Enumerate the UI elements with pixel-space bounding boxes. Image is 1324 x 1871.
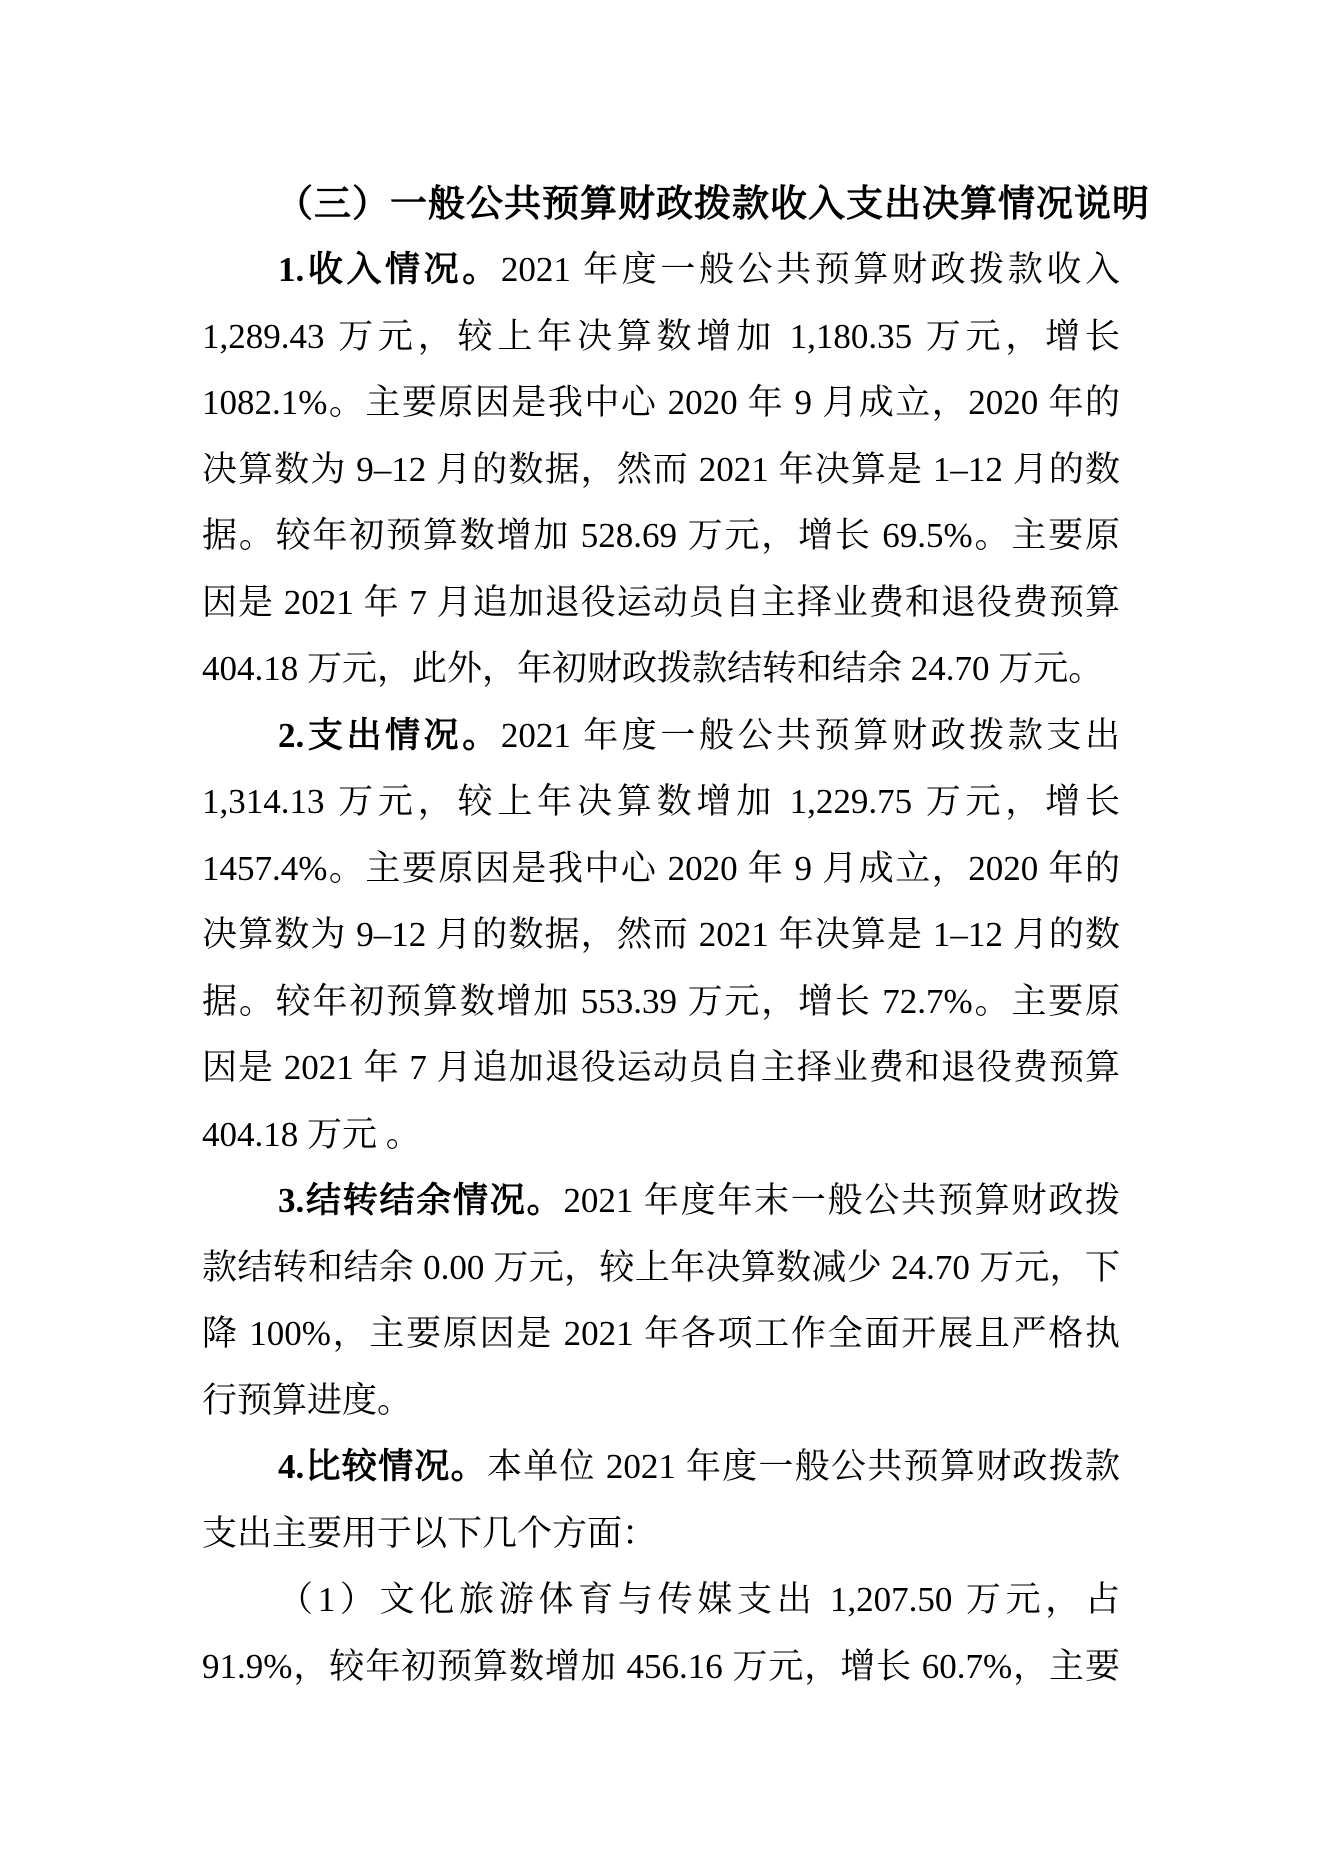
body-text-segment: 2021 年度年末一般公共预算财政拨 bbox=[563, 1181, 1120, 1220]
section-heading-segment: 4.比较情况。 bbox=[278, 1447, 487, 1486]
text-line bbox=[202, 1235, 1120, 1302]
text-line bbox=[202, 1102, 1120, 1169]
text-line bbox=[202, 503, 1120, 570]
text-line bbox=[202, 836, 1120, 903]
body-text-segment: 决算数为 9–12 月的数据，然而 2021 年决算是 1–12 月的数 bbox=[202, 449, 1120, 489]
text-line bbox=[202, 769, 1120, 836]
paragraph-comparison-situation bbox=[202, 1434, 1120, 1567]
body-text-segment: 1,314.13 万元，较上年决算数增加 1,229.75 万元，增长 bbox=[202, 782, 1120, 821]
body-text-segment: 2021 年度一般公共预算财政拨款支出 bbox=[500, 715, 1120, 755]
body-text-segment: 行预算进度。 bbox=[202, 1380, 413, 1420]
body-text-segment: 因是 2021 年 7 月追加退役运动员自主择业费和退役费预算 bbox=[202, 582, 1120, 622]
body-text-segment: 2021 年度一般公共预算财政拨款收入 bbox=[500, 250, 1120, 289]
body-text-segment: 款结转和结余 0.00 万元，较上年决算数减少 24.70 万元，下 bbox=[202, 1247, 1120, 1287]
paragraph-expenditure-situation bbox=[202, 703, 1120, 1169]
body-text-segment: 91.9%，较年初预算数增加 456.16 万元，增长 60.7%，主要 bbox=[202, 1646, 1120, 1686]
text-line bbox=[202, 703, 1120, 770]
body-text-segment: 据。较年初预算数增加 528.69 万元，增长 69.5%。主要原 bbox=[202, 516, 1120, 555]
body-text-segment: 据。较年初预算数增加 553.39 万元，增长 72.7%。主要原 bbox=[202, 981, 1120, 1021]
text-line bbox=[202, 570, 1120, 637]
text-line bbox=[202, 1567, 1120, 1634]
text-line bbox=[202, 1434, 1120, 1501]
body-text-segment: 1,289.43 万元，较上年决算数增加 1,180.35 万元，增长 bbox=[202, 316, 1120, 356]
paragraphs-container bbox=[202, 237, 1120, 1700]
text-line bbox=[202, 304, 1120, 371]
document-title: （三）一般公共预算财政拨款收入支出决算情况说明 bbox=[276, 183, 1150, 224]
body-text-segment: 1457.4%。主要原因是我中心 2020 年 9 月成立，2020 年的 bbox=[202, 848, 1120, 888]
text-line bbox=[202, 1035, 1120, 1102]
body-text-segment: 因是 2021 年 7 月追加退役运动员自主择业费和退役费预算 bbox=[202, 1048, 1120, 1087]
text-line bbox=[202, 1368, 1120, 1435]
text-line bbox=[202, 1168, 1120, 1235]
text-line bbox=[202, 237, 1120, 304]
body-text-segment: 本单位 2021 年度一般公共预算财政拨款 bbox=[486, 1447, 1120, 1486]
section-heading-segment: 1.收入情况。 bbox=[278, 250, 501, 289]
body-text-segment: 1082.1%。主要原因是我中心 2020 年 9 月成立，2020 年的 bbox=[202, 383, 1120, 422]
text-line bbox=[202, 969, 1120, 1036]
body-text-segment: （1）文化旅游体育与传媒支出 1,207.50 万元，占 bbox=[278, 1580, 1120, 1619]
text-line bbox=[202, 902, 1120, 969]
section-heading-segment: 3.结转结余情况。 bbox=[278, 1181, 564, 1220]
body-text-segment: 决算数为 9–12 月的数据，然而 2021 年决算是 1–12 月的数 bbox=[202, 915, 1120, 954]
paragraph-income-situation bbox=[202, 237, 1120, 703]
paragraph-item-1-culture-tourism-sports-media bbox=[202, 1567, 1120, 1700]
text-line bbox=[202, 1634, 1120, 1701]
paragraph-carryover-balance-situation bbox=[202, 1168, 1120, 1434]
body-text-segment: 404.18 万元，此外，年初财政拨款结转和结余 24.70 万元。 bbox=[202, 649, 1104, 688]
body-text-segment: 支出主要用于以下几个方面： bbox=[202, 1513, 658, 1553]
text-line bbox=[202, 437, 1120, 504]
text-line bbox=[202, 370, 1120, 437]
section-heading-segment: 2.支出情况。 bbox=[278, 715, 501, 755]
text-line bbox=[202, 1501, 1120, 1568]
body-text-segment: 404.18 万元 。 bbox=[202, 1114, 421, 1154]
text-line bbox=[202, 636, 1120, 703]
body-text-segment: 降 100%，主要原因是 2021 年各项工作全面开展且严格执 bbox=[202, 1314, 1120, 1353]
document-content bbox=[202, 170, 1150, 1700]
text-line bbox=[202, 1301, 1120, 1368]
